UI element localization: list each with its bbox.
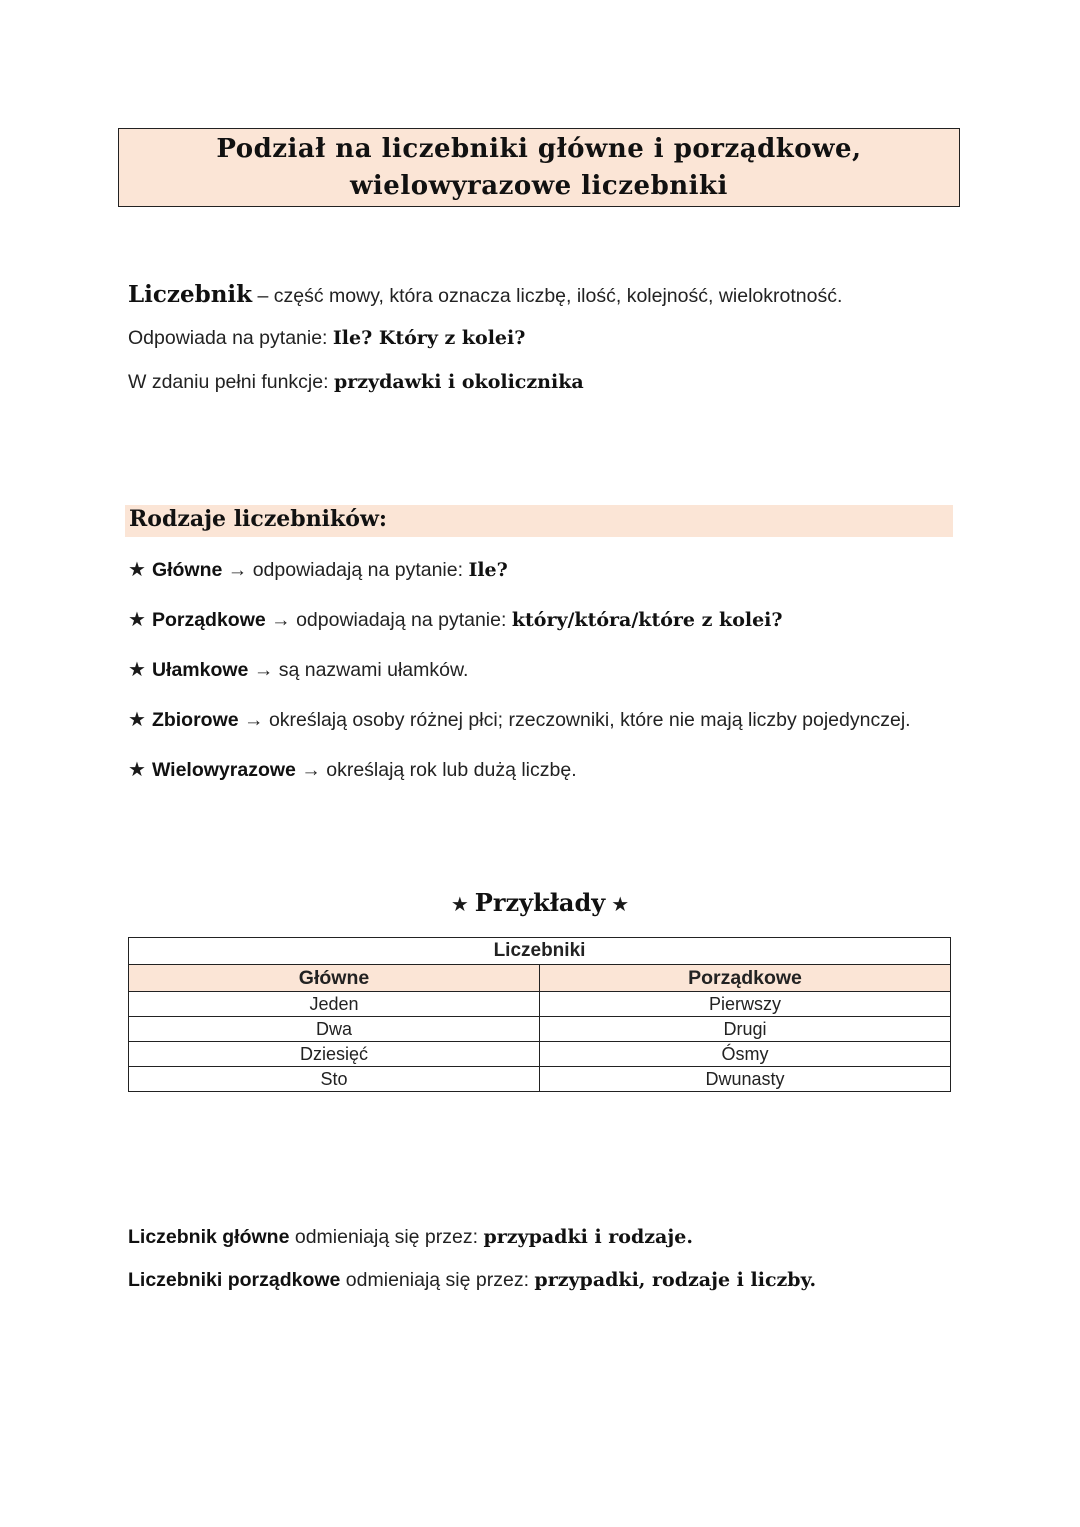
question-value: Ile? Który z kolei? <box>332 327 526 349</box>
star-icon: ★ <box>128 759 146 781</box>
inflection-ordinal-line <box>128 1269 816 1292</box>
column-header-ordinal: Porządkowe <box>540 965 951 992</box>
arrow-icon: → <box>271 609 291 631</box>
table-row <box>129 1017 951 1042</box>
function-line <box>128 371 584 394</box>
table-title: Liczebniki <box>129 938 951 965</box>
type-name: Porządkowe <box>151 609 266 631</box>
title-line-2: wielowyrazowe liczebniki <box>350 170 728 201</box>
inflection-main-subject: Liczebnik główne <box>128 1226 290 1248</box>
inflection-ordinal-text: odmieniają się przez: <box>340 1269 535 1291</box>
type-emph: który/która/które z kolei? <box>511 609 783 631</box>
table-row <box>129 1067 951 1092</box>
table-cell: Dziesięć <box>129 1042 540 1067</box>
column-header-main: Główne <box>129 965 540 992</box>
type-name: Ułamkowe <box>151 659 249 681</box>
type-emph: Ile? <box>468 559 508 581</box>
title-line-1: Podział na liczebniki główne i porządkowe, <box>216 133 862 164</box>
star-icon: ★ <box>128 659 146 681</box>
types-heading: Rodzaje liczebników: <box>129 506 388 532</box>
question-line <box>128 327 525 350</box>
type-item-ulamkowe <box>128 657 468 682</box>
arrow-icon: → <box>244 709 264 731</box>
type-item-zbiorowe <box>128 707 911 732</box>
arrow-icon: → <box>253 659 274 681</box>
type-desc: określają rok lub dużą liczbę. <box>320 759 577 781</box>
function-value: przydawki i okolicznika <box>333 371 584 393</box>
title-box <box>118 128 960 207</box>
arrow-icon: → <box>227 559 248 581</box>
inflection-main-value: przypadki i rodzaje. <box>483 1226 693 1248</box>
table-row <box>129 992 951 1017</box>
type-desc: odpowiadają na pytanie: <box>290 609 512 631</box>
table-cell: Jeden <box>129 992 540 1017</box>
star-icon: ★ <box>450 894 469 916</box>
examples-heading <box>0 888 1080 918</box>
table-cell: Pierwszy <box>540 992 951 1017</box>
table-cell: Sto <box>129 1067 540 1092</box>
type-item-wielowyrazowe <box>128 757 577 782</box>
type-desc: są nazwami ułamków. <box>273 659 469 681</box>
function-label: W zdaniu pełni funkcje: <box>128 371 334 393</box>
type-desc: odpowiadają na pytanie: <box>247 559 469 581</box>
star-icon: ★ <box>128 559 146 581</box>
definition-text: – część mowy, która oznacza liczbę, ilość, kolejność, wielokrotność. <box>252 285 843 307</box>
type-name: Wielowyrazowe <box>151 759 296 781</box>
table-cell: Dwunasty <box>540 1067 951 1092</box>
table-cell: Drugi <box>540 1017 951 1042</box>
examples-table <box>128 937 951 1092</box>
examples-heading-text: Przykłady <box>474 888 606 917</box>
table-cell: Ósmy <box>540 1042 951 1067</box>
star-icon: ★ <box>128 709 146 731</box>
inflection-main-text: odmieniają się przez: <box>289 1226 484 1248</box>
inflection-ordinal-subject: Liczebniki porządkowe <box>128 1269 341 1291</box>
arrow-icon: → <box>301 759 321 781</box>
definition-term: Liczebnik <box>128 281 253 308</box>
table-row <box>129 1042 951 1067</box>
inflection-ordinal-value: przypadki, rodzaje i liczby. <box>534 1269 817 1291</box>
table-cell: Dwa <box>129 1017 540 1042</box>
type-name: Główne <box>151 559 223 581</box>
type-name: Zbiorowe <box>151 709 239 731</box>
inflection-main-line <box>128 1226 693 1249</box>
type-item-glowne <box>128 557 508 582</box>
star-icon: ★ <box>611 894 630 916</box>
question-label: Odpowiada na pytanie: <box>128 327 333 349</box>
type-item-porzadkowe <box>128 607 783 632</box>
type-desc: określają osoby różnej płci; rzeczowniki, które nie mają liczby pojedynczej. <box>263 709 911 731</box>
star-icon: ★ <box>128 609 146 631</box>
definition-line <box>128 281 842 308</box>
